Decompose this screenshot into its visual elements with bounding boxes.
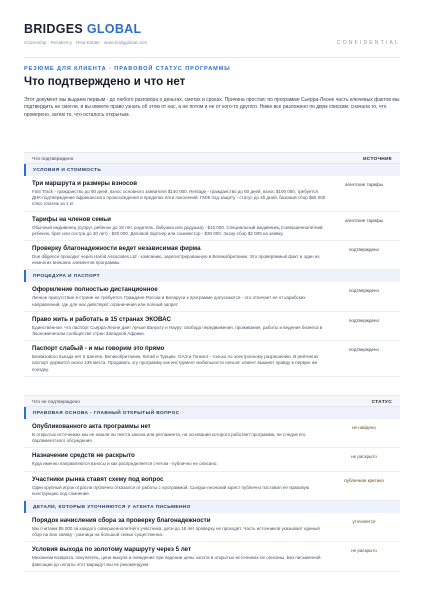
status-tag: публичная критика	[344, 477, 384, 483]
list-item	[24, 312, 400, 341]
brand-logo	[24, 22, 400, 36]
status-tag: не раскрыто	[351, 548, 377, 554]
section-title: Что подтверждено	[32, 156, 74, 162]
list-item	[24, 542, 400, 571]
list-item	[24, 448, 400, 471]
status-tag: уточняется	[352, 519, 376, 525]
group-label: ДЕТАЛИ, КОТОРЫЕ УТОЧНЯЮТСЯ У АГЕНТА ПИСЬМЕННО	[33, 504, 191, 510]
item-description: Due diligence проходит через Harod Associates Ltd - компанию, зарегистрированную в Великобритании. Это проверяемый факт и один из немногих внешних элементов программы.	[32, 254, 320, 266]
unconfirmed-section	[24, 395, 400, 572]
group-label: ПРОЦЕДУРА И ПАСПОРТ	[33, 273, 100, 279]
brand-name-accent: GLOBAL	[86, 22, 142, 36]
document-kicker: РЕЗЮМЕ ДЛЯ КЛИЕНТА · ПРАВОВОЙ СТАТУС ПРОГРАММЫ	[24, 66, 231, 72]
source-tag: подтверждено	[349, 288, 379, 294]
item-title: Опубликованного акта программы нет	[32, 423, 151, 430]
item-description: Механизм возврата, покупатель, цена выкупа и поведение при падении цены золота в открытых источниках не описаны. Без письменной фиксации до оплаты этот маршрут мы не рекомендуем.	[32, 555, 321, 567]
item-description: Мы считаем $5 000 за каждого совершеннолетнего участника, дети до 18 лет проверку не проходят. Часть источников указывает единый сбор на всю заявку - разница на большой семье существенна.	[32, 526, 320, 538]
confidential-label: CONFIDENTIAL	[336, 40, 400, 46]
item-title: Тарифы на членов семьи	[32, 215, 111, 223]
item-description: Обычный иждивенец (супруг, ребенок до 18 лет, родитель, бабушка или дедушка) - $10 000. Специальный иждивенец (совершеннолетний ребенок, брат или сестра до 30 лет) - $20 000. Деловой партнер или соинвестор - $30 000. Экзоу-сбор $2 000 на заявку.	[32, 224, 323, 236]
list-item	[24, 282, 400, 311]
group-label: УСЛОВИЯ И СТОИМОСТЬ	[33, 167, 102, 173]
header-divider	[24, 57, 400, 58]
confirmed-section	[24, 152, 400, 377]
group-header	[24, 164, 400, 176]
source-tag: подтверждено	[349, 317, 379, 323]
list-item	[24, 472, 400, 501]
item-title: Условия выхода по золотому маршруту через 5 лет	[32, 546, 192, 554]
source-tag: подтверждено	[349, 247, 379, 253]
brand-name: BRIDGES	[24, 22, 84, 36]
document-title: Что подтверждено и что нет	[24, 76, 186, 88]
item-title: Паспорт слабый - и мы говорим это прямо	[32, 345, 165, 353]
item-title: Право жить и работать в 15 странах ЭКОВАС	[32, 315, 171, 323]
item-description: Безвизового въезда нет в Шенген, Великобританию, Китай и Турцию. ОАЭ и Гонконг - только по электронному разрешению. В рейтингах паспорт держится около 139 места. Продавать эту программу как инструмент мобильности нельзя: клиент выкинет правду в первую же поездку.	[32, 354, 319, 372]
item-description: Fast Track - гражданство до 90 дней, взнос основного заявителя $140 000. Heritage - гражданство до 60 дней, взнос $100 000, требуется ДНК-подтверждение африканского происхождения в пределах пяти поколений. ГМЖ под защиту - статус до 40 дней, базовый сбор $65 000 плюс платеж за 1 кг.	[32, 189, 326, 207]
source-tag: агентские тарифы	[345, 182, 383, 187]
group-header	[24, 501, 400, 513]
item-title: Оформление полностью дистанционное	[32, 286, 158, 294]
list-item	[24, 341, 400, 377]
brand-tagline: Citizenship · Residency · Real Estate · www.bridgglobal.com	[24, 40, 148, 45]
section-title: Что не подтверждено	[32, 399, 80, 405]
group-label: ПРАВОВАЯ ОСНОВА - ГЛАВНЫЙ ОТКРЫТЫЙ ВОПРОС	[33, 410, 180, 416]
page-header	[24, 22, 400, 54]
list-item	[24, 212, 400, 241]
unconfirmed-header	[24, 395, 400, 407]
item-description: В открытых источниках мы не нашли ни текста закона или регламента, на основании которого работает программа, ни следов его парламентского обсуждения.	[32, 432, 306, 444]
list-item	[24, 176, 400, 212]
column-label: СТАТУС	[371, 399, 392, 405]
item-title: Проверку благонадежности ведет независимая фирма	[32, 245, 201, 253]
item-description: Куда именно направляются взносы и как распределяется счетом - публично не описано.	[32, 461, 218, 467]
list-item	[24, 419, 400, 448]
item-title: Три маршрута и размеры взносов	[32, 180, 138, 187]
document-intro: Этот документ мы выдаем первым - до любого разговора о деньгах, сметах и сроках. Причина простая: по программе Сьерра-Леоне часть ключевых фактов мы подтвердить не смогли, и вы имеете право узнать об этом от нас, а не потом и не от кого-то другого. Ниже все разложено по двум спискам: сначала то, что проверено, затем то, что осталось открытым.	[24, 97, 400, 118]
group-header	[24, 407, 400, 419]
confirmed-header	[24, 152, 400, 164]
column-label: ИСТОЧНИК	[363, 156, 392, 162]
item-description: Единственное, что паспорт Сьерра-Леоне дает лучше Вануату и Науру: свобода передвижения, проживания, работы и ведения бизнеса в Экономическом сообществе стран Западной Африки.	[32, 324, 323, 337]
list-item	[24, 513, 400, 542]
item-description: Один крупный игрок отрасли публично отказался от работы с программой. Сьерра-леонский юрист публично поставил ее правовую конструкцию под сомнение.	[32, 484, 310, 496]
source-tag: агентские тарифы	[345, 217, 383, 223]
source-tag: подтверждено	[349, 347, 379, 353]
item-description: Личное присутствие в стране не требуется. Граждане России и Беларуси к программе допускаются - это отличает ее от карибских направлений, где для них действуют ограничения или полный запрет.	[32, 295, 306, 307]
status-tag: не раскрыто	[351, 454, 377, 460]
list-item	[24, 241, 400, 270]
item-title: Участники рынка ставят схему под вопрос	[32, 475, 164, 483]
item-title: Назначение средств не раскрыто	[32, 452, 135, 460]
group-header	[24, 270, 400, 282]
status-tag: не найдено	[352, 425, 376, 430]
item-title: Порядок начисления сбора за проверку благонадежности	[32, 517, 211, 525]
